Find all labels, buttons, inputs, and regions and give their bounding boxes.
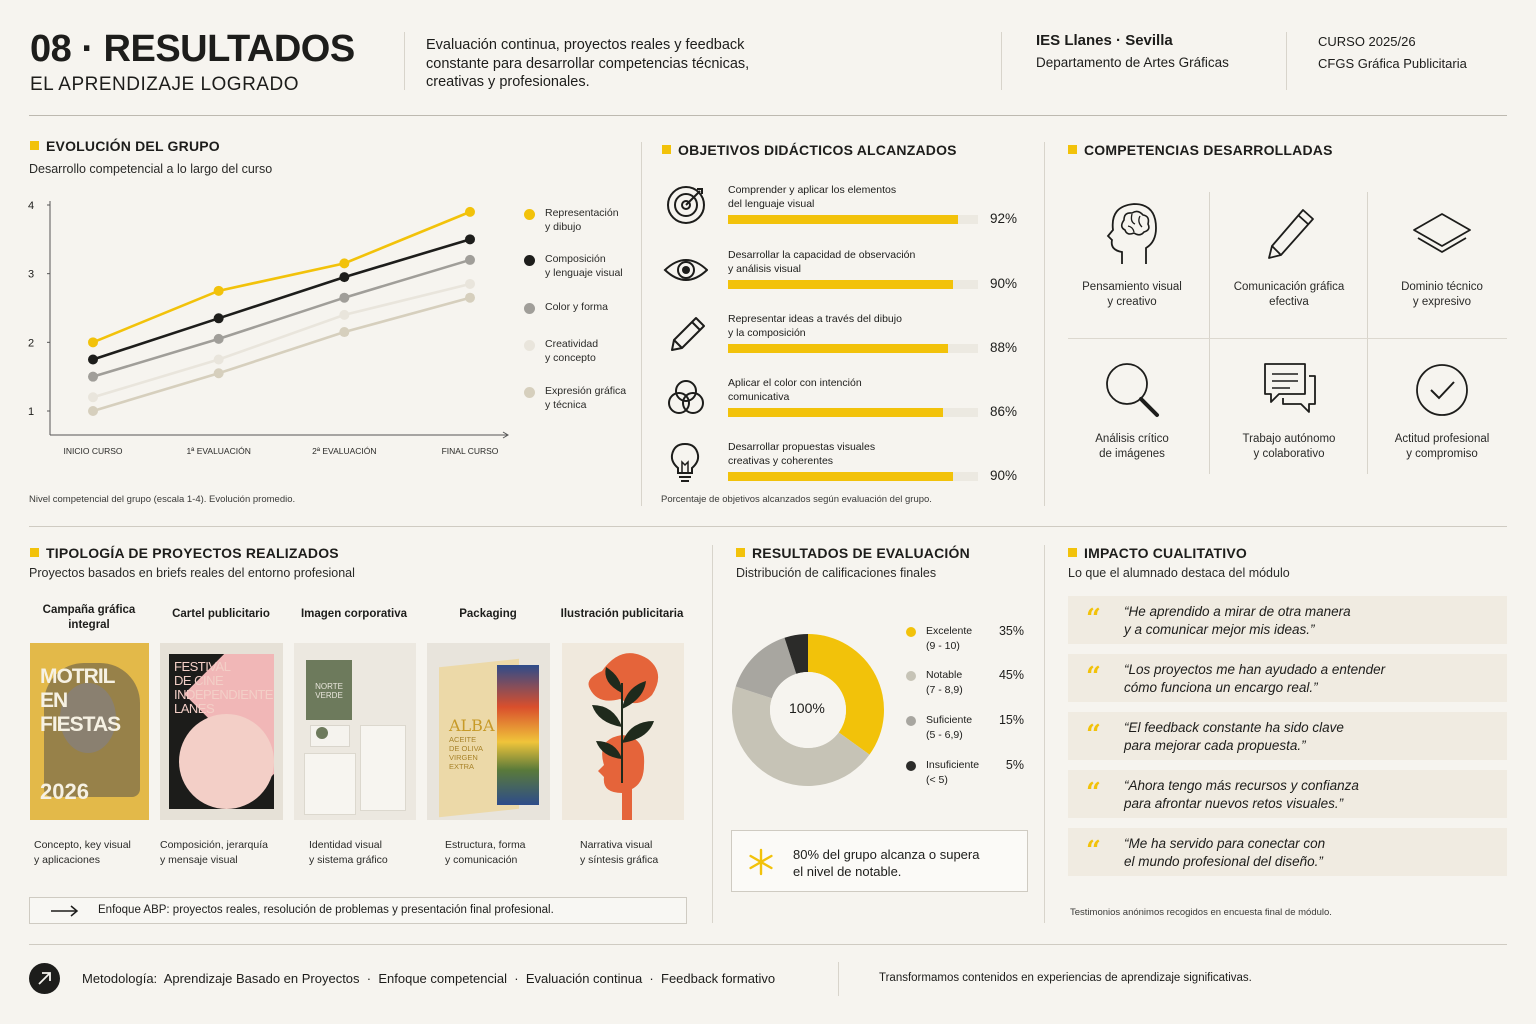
project-caption: Estructura, forma y comunicación bbox=[445, 839, 526, 866]
objective-bar bbox=[728, 408, 943, 417]
footer-tagline: Transformamos contenidos en experiencias de aprendizaje significativas. bbox=[879, 972, 1252, 984]
objective-percent: 90% bbox=[990, 276, 1018, 291]
series-point bbox=[214, 286, 224, 296]
footer-arrow-button[interactable] bbox=[29, 963, 60, 994]
series-point bbox=[465, 279, 475, 289]
abp-text: Enfoque ABP: proyectos reales, resolución de problemas y presentación final profesional. bbox=[98, 904, 554, 916]
quote-mark-icon: “ bbox=[1086, 720, 1101, 750]
course-cycle: CFGS Gráfica Publicitaria bbox=[1318, 56, 1467, 71]
project-title: Packaging bbox=[459, 608, 517, 620]
series-point bbox=[88, 372, 98, 382]
header-description: Evaluación continua, proyectos reales y feedback constante para desarrollar competencias técnicas, creativas y profesionales. bbox=[426, 37, 750, 90]
series-line bbox=[93, 239, 470, 359]
legend-label: Composición y lenguaje visual bbox=[545, 253, 623, 279]
quote-mark-icon: “ bbox=[1086, 662, 1101, 692]
grade-legend-item: Insuficiente (< 5) 5% bbox=[906, 758, 1026, 788]
x-tick-label: INICIO CURSO bbox=[63, 446, 123, 456]
objective-label: Representar ideas a través del dibujo y la composición bbox=[728, 313, 902, 339]
objective-label: Aplicar el color con intención comunicativa bbox=[728, 377, 862, 403]
objective-item bbox=[662, 312, 1022, 372]
series-point bbox=[339, 272, 349, 282]
legend-swatch bbox=[524, 255, 535, 266]
objective-bar bbox=[728, 472, 953, 481]
impact-title: IMPACTO CUALITATIVO bbox=[1068, 545, 1247, 561]
objective-bar bbox=[728, 344, 948, 353]
legend-item bbox=[524, 337, 644, 365]
objective-item bbox=[662, 248, 1022, 308]
project-title: Campaña gráfica integral bbox=[42, 604, 136, 631]
evolution-subtitle: Desarrollo competencial a lo largo del curso bbox=[29, 162, 273, 176]
objective-item bbox=[662, 440, 1022, 500]
objective-percent: 88% bbox=[990, 340, 1018, 355]
y-tick-label: 3 bbox=[28, 268, 35, 281]
competence-item: Análisis crítico de imágenes bbox=[1057, 358, 1207, 462]
grade-legend-item: Excelente (9 - 10) 35% bbox=[906, 624, 1026, 654]
projects-subtitle: Proyectos basados en briefs reales del entorno profesional bbox=[29, 566, 355, 580]
campaign-poster-image: MOTRIL EN FIESTAS 2026 bbox=[30, 643, 149, 820]
series-point bbox=[214, 313, 224, 323]
legend-item bbox=[524, 384, 644, 412]
objective-bar bbox=[728, 215, 958, 224]
x-tick-label: 1ª EVALUACIÓN bbox=[186, 446, 251, 456]
target-icon bbox=[662, 183, 708, 229]
competence-item: Pensamiento visual y creativo bbox=[1057, 200, 1207, 310]
objective-bar bbox=[728, 280, 953, 289]
series-point bbox=[214, 368, 224, 378]
impact-note: Testimonios anónimos recogidos en encuesta final de módulo. bbox=[1070, 907, 1332, 918]
evolution-line-chart bbox=[20, 190, 520, 465]
series-point bbox=[339, 327, 349, 337]
pencil-icon bbox=[1257, 200, 1321, 270]
film-poster-image: FESTIVAL DE CINE INDEPENDIENTE LANES bbox=[160, 643, 283, 820]
x-tick-label: FINAL CURSO bbox=[441, 446, 499, 456]
packaging-image: ALBA ACEITE DE OLIVA VIRGEN EXTRA bbox=[427, 643, 550, 820]
series-point bbox=[339, 258, 349, 268]
project-caption: Identidad visual y sistema gráfico bbox=[309, 839, 388, 866]
competences-title: COMPETENCIAS DESARROLLADAS bbox=[1068, 142, 1333, 158]
course-year: CURSO 2025/26 bbox=[1318, 34, 1416, 49]
grade-legend-item: Notable (7 - 8,9) 45% bbox=[906, 668, 1026, 698]
pencil-icon bbox=[662, 312, 708, 358]
project-caption: Composición, jerarquía y mensaje visual bbox=[160, 839, 268, 866]
legend-swatch bbox=[524, 209, 535, 220]
objectives-note: Porcentaje de objetivos alcanzados según evaluación del grupo. bbox=[661, 494, 932, 505]
testimonial-card: “ “Ahora tengo más recursos y confianza para afrontar nuevos retos visuales.” bbox=[1068, 770, 1507, 818]
project-title: Ilustración publicitaria bbox=[560, 608, 684, 620]
evolution-title: EVOLUCIÓN DEL GRUPO bbox=[30, 138, 220, 154]
evaluation-title: RESULTADOS DE EVALUACIÓN bbox=[736, 545, 970, 561]
series-point bbox=[465, 234, 475, 244]
eye-icon bbox=[662, 248, 708, 294]
series-point bbox=[214, 355, 224, 365]
objective-percent: 92% bbox=[990, 211, 1018, 226]
series-point bbox=[88, 392, 98, 402]
chat-bubbles-icon bbox=[1257, 358, 1321, 422]
color-circles-icon bbox=[662, 376, 708, 422]
school-name: IES Llanes · Sevilla bbox=[1036, 32, 1173, 49]
series-point bbox=[214, 334, 224, 344]
testimonial-card: “ “El feedback constante ha sido clave para mejorar cada propuesta.” bbox=[1068, 712, 1507, 760]
series-point bbox=[465, 255, 475, 265]
quote-mark-icon: “ bbox=[1086, 778, 1101, 808]
quote-mark-icon: “ bbox=[1086, 604, 1101, 634]
competence-item: Dominio técnico y expresivo bbox=[1367, 200, 1517, 310]
objective-item bbox=[662, 376, 1022, 436]
legend-label: Color y forma bbox=[545, 301, 609, 313]
competence-item: Comunicación gráfica efectiva bbox=[1214, 200, 1364, 310]
grade-legend-item: Suficiente (5 - 6,9) 15% bbox=[906, 713, 1026, 743]
series-point bbox=[88, 355, 98, 365]
objective-percent: 86% bbox=[990, 404, 1018, 419]
plant-head-illustration bbox=[562, 643, 684, 820]
donut-center-label: 100% bbox=[789, 700, 825, 716]
series-point bbox=[88, 406, 98, 416]
abp-banner bbox=[29, 897, 687, 924]
series-point bbox=[88, 337, 98, 347]
legend-swatch bbox=[524, 340, 535, 351]
testimonial-card: “ “He aprendido a mirar de otra manera y a comunicar mejor mis ideas.” bbox=[1068, 596, 1507, 644]
legend-swatch bbox=[524, 387, 535, 398]
illustration-image bbox=[562, 643, 684, 820]
magnifier-icon bbox=[1100, 358, 1164, 422]
page-subtitle: EL APRENDIZAJE LOGRADO bbox=[30, 74, 299, 95]
arrow-right-icon bbox=[51, 905, 79, 917]
check-circle-icon bbox=[1410, 358, 1474, 422]
y-tick-label: 2 bbox=[28, 337, 35, 350]
footer-methodology: Metodología: Aprendizaje Basado en Proyectos · Enfoque competencial · Evaluación continua · Feedback formativo bbox=[82, 971, 776, 986]
impact-subtitle: Lo que el alumnado destaca del módulo bbox=[1068, 566, 1290, 580]
quote-mark-icon: “ bbox=[1086, 836, 1101, 866]
arrow-diagonal-icon bbox=[29, 963, 60, 994]
project-caption: Narrativa visual y síntesis gráfica bbox=[580, 839, 659, 866]
legend-label: Representación y dibujo bbox=[545, 207, 619, 233]
testimonial-card: “ “Los proyectos me han ayudado a entender cómo funciona un encargo real.” bbox=[1068, 654, 1507, 702]
legend-label: Creatividad y concepto bbox=[545, 338, 599, 364]
asterisk-icon bbox=[747, 848, 775, 876]
testimonial-card: “ “Me ha servido para conectar con el mundo profesional del diseño.” bbox=[1068, 828, 1507, 876]
y-tick-label: 4 bbox=[28, 200, 35, 212]
evaluation-subtitle: Distribución de calificaciones finales bbox=[736, 566, 937, 580]
objectives-title: OBJETIVOS DIDÁCTICOS ALCANZADOS bbox=[662, 142, 957, 158]
layers-icon bbox=[1410, 200, 1474, 270]
series-point bbox=[465, 293, 475, 303]
legend-item bbox=[524, 206, 644, 234]
series-line bbox=[93, 298, 470, 411]
series-point bbox=[465, 207, 475, 217]
evaluation-highlight: 80% del grupo alcanza o supera el nivel de notable. bbox=[731, 830, 1028, 892]
legend-swatch bbox=[524, 303, 535, 314]
legend-item bbox=[524, 252, 644, 280]
objective-label: Desarrollar propuestas visuales creativas y coherentes bbox=[728, 441, 876, 467]
legend-label: Expresión gráfica y técnica bbox=[545, 385, 627, 411]
project-title: Cartel publicitario bbox=[172, 608, 270, 620]
brain-head-icon bbox=[1100, 200, 1164, 270]
series-point bbox=[339, 310, 349, 320]
competence-item: Trabajo autónomo y colaborativo bbox=[1214, 358, 1364, 462]
objective-label: Comprender y aplicar los elementos del lenguaje visual bbox=[728, 184, 897, 210]
corporate-identity-image: NORTE VERDE bbox=[294, 643, 416, 820]
objective-item bbox=[662, 183, 1022, 243]
objective-percent: 90% bbox=[990, 468, 1018, 483]
projects-title: TIPOLOGÍA DE PROYECTOS REALIZADOS bbox=[30, 545, 339, 561]
competence-item: Actitud profesional y compromiso bbox=[1367, 358, 1517, 462]
x-tick-label: 2ª EVALUACIÓN bbox=[312, 446, 377, 456]
project-title: Imagen corporativa bbox=[300, 608, 408, 620]
objective-label: Desarrollar la capacidad de observación y análisis visual bbox=[728, 249, 916, 275]
lightbulb-icon bbox=[662, 440, 708, 486]
legend-item bbox=[524, 300, 644, 314]
department-name: Departamento de Artes Gráficas bbox=[1036, 55, 1229, 70]
evolution-note: Nivel competencial del grupo (escala 1-4). Evolución promedio. bbox=[29, 494, 296, 505]
project-caption: Concepto, key visual y aplicaciones bbox=[34, 839, 131, 866]
series-point bbox=[339, 293, 349, 303]
page-title: 08 · RESULTADOS bbox=[30, 28, 355, 70]
y-tick-label: 1 bbox=[28, 406, 35, 418]
